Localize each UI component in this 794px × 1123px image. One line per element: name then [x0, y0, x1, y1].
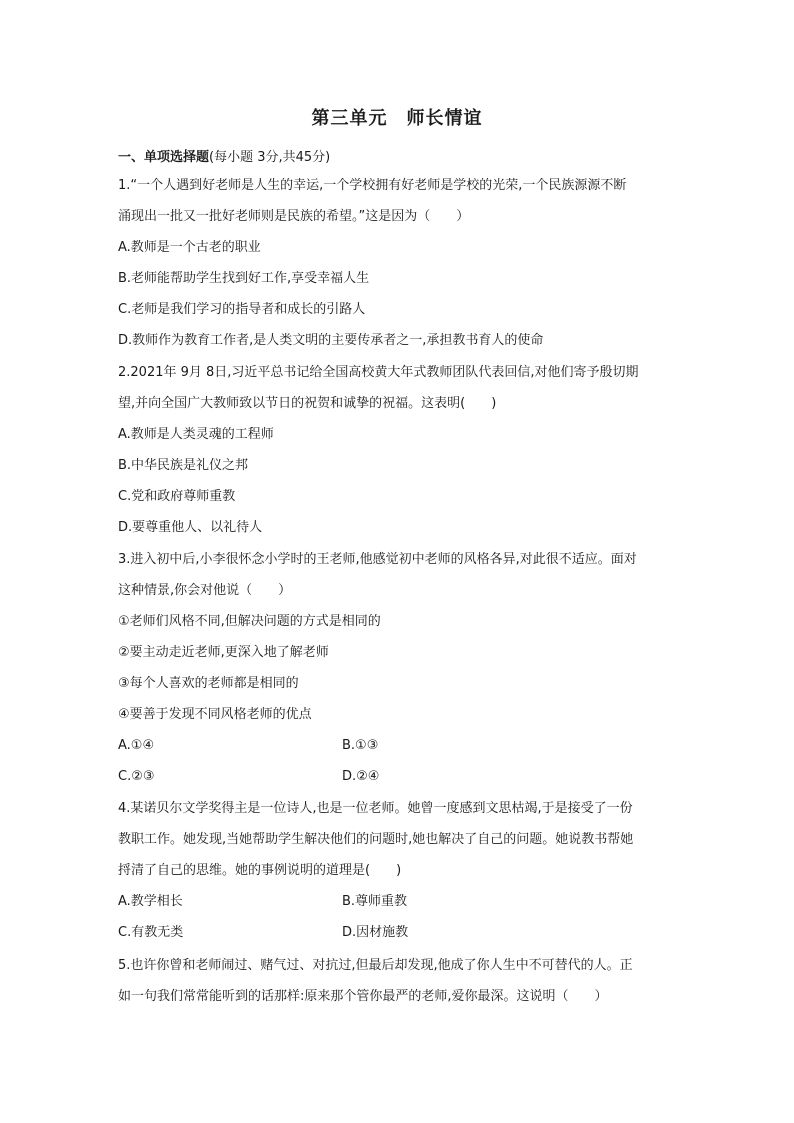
q5-stem-line2: 如一句我们常常能听到的话那样:原来那个管你最严的老师,爱你最深。这说明（ ）	[118, 989, 608, 1004]
q4-option-d: D.因材施教	[342, 925, 409, 940]
q4-option-b: B.尊师重教	[342, 894, 408, 909]
q3-statement-1: ①老师们风格不同,但解决问题的方式是相同的	[118, 614, 381, 629]
q1-option-c: C.老师是我们学习的指导者和成长的引路人	[118, 302, 366, 317]
section-heading	[118, 146, 330, 165]
q4-option-a: A.教学相长	[118, 894, 183, 909]
q2-stem-line1: 2.2021年 9月 8日,习近平总书记给全国高校黄大年式教师团队代表回信,对他们寄予殷切期	[118, 365, 639, 380]
q3-statement-2: ②要主动走近老师,更深入地了解老师	[118, 645, 329, 660]
q3-statement-4: ④要善于发现不同风格老师的优点	[118, 707, 312, 722]
q1-option-b: B.老师能帮助学生找到好工作,享受幸福人生	[118, 271, 370, 286]
q3-stem-line2: 这种情景,你会对他说（ ）	[118, 583, 292, 598]
q1-option-a: A.教师是一个古老的职业	[118, 240, 261, 255]
q4-stem-line1: 4.某诺贝尔文学奖得主是一位诗人,也是一位老师。她曾一度感到文思枯竭,于是接受了一份	[118, 801, 633, 816]
q4-stem-line3: 捋清了自己的思维。她的事例说明的道理是( )	[118, 863, 402, 878]
q3-option-c: C.②③	[118, 769, 155, 784]
q1-stem-line2: 涌现出一批又一批好老师则是民族的希望。”这是因为（ ）	[118, 209, 470, 224]
q1-stem-line1: 1.“一个人遇到好老师是人生的幸运,一个学校拥有好老师是学校的光荣,一个民族源源不断	[118, 178, 627, 193]
q2-option-b: B.中华民族是礼仪之邦	[118, 458, 249, 473]
q3-statement-3: ③每个人喜欢的老师都是相同的	[118, 676, 299, 691]
q4-stem-line2: 教职工作。她发现,当她帮助学生解决他们的问题时,她也解决了自己的问题。她说教书帮她	[118, 832, 634, 847]
section-heading-note: (每小题 3分,共45分)	[209, 150, 331, 165]
section-heading-label: 一、单项选择题	[118, 150, 210, 165]
q1-option-d: D.教师作为教育工作者,是人类文明的主要传承者之一,承担教书育人的使命	[118, 333, 544, 348]
q3-stem-line1: 3.进入初中后,小李很怀念小学时的王老师,他感觉初中老师的风格各异,对此很不适应。面对	[118, 552, 637, 567]
q2-option-a: A.教师是人类灵魂的工程师	[118, 427, 274, 442]
q2-option-c: C.党和政府尊师重教	[118, 489, 236, 504]
q2-option-d: D.要尊重他人、以礼待人	[118, 520, 263, 535]
q3-option-d: D.②④	[342, 769, 380, 784]
q5-stem-line1: 5.也许你曾和老师闹过、赌气过、对抗过,但最后却发现,他成了你人生中不可替代的人。正	[118, 958, 633, 973]
page-title: 第三单元 师长情谊	[311, 108, 483, 129]
q2-stem-line2: 望,并向全国广大教师致以节日的祝贺和诚挚的祝福。这表明( )	[118, 396, 497, 411]
q3-option-b: B.①③	[342, 738, 379, 753]
q4-option-c: C.有教无类	[118, 925, 184, 940]
q3-option-a: A.①④	[118, 738, 155, 753]
